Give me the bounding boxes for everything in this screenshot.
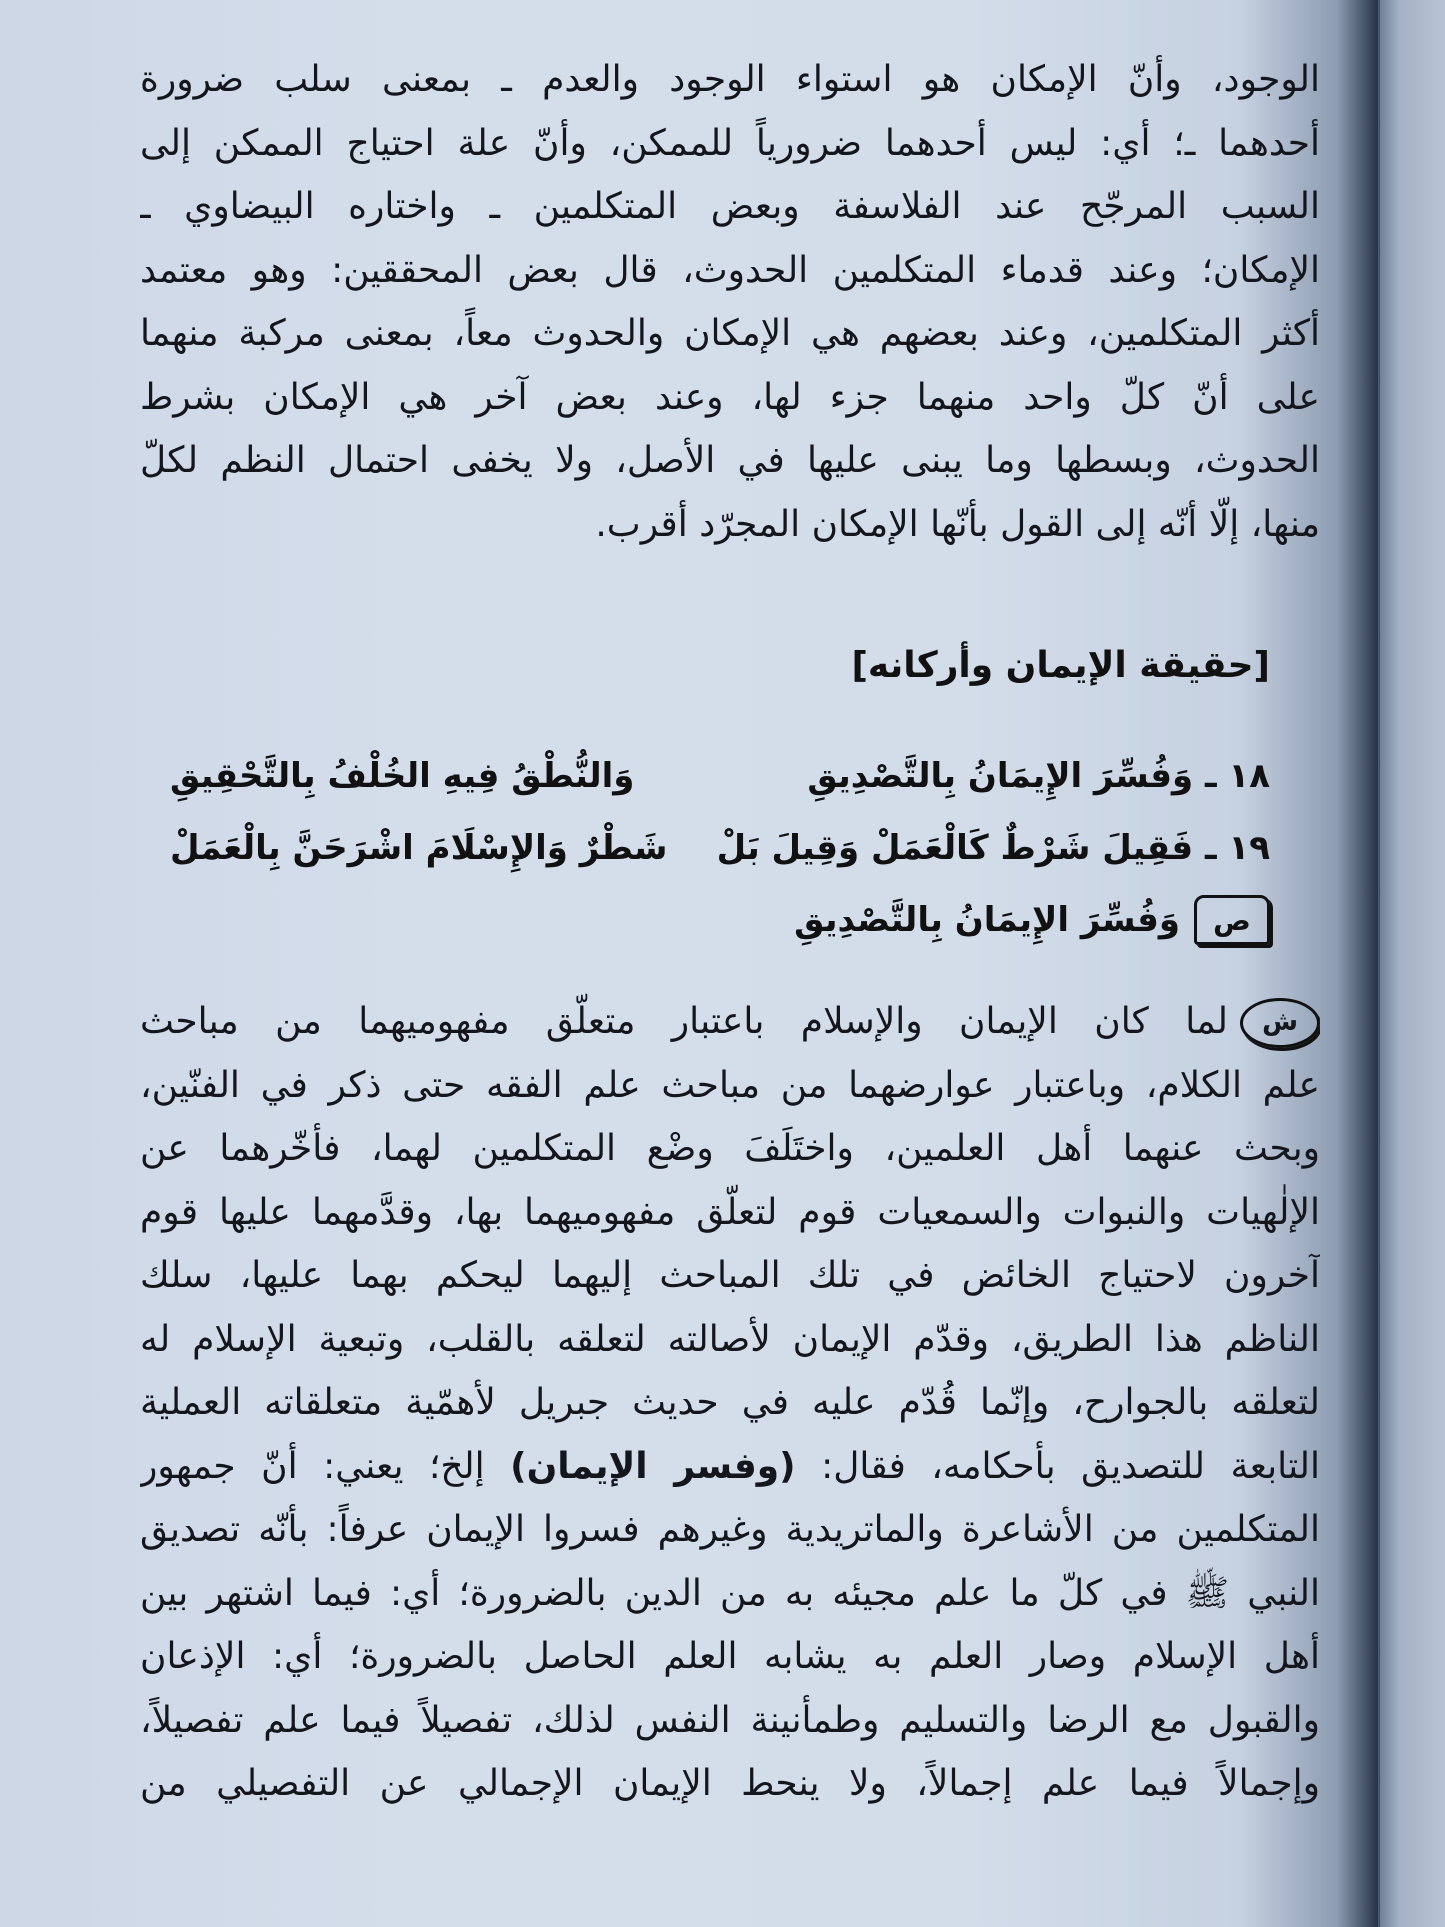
poem-verses [170, 740, 1270, 956]
text-line: الناظم هذا الطريق، وقدّم الإيمان لأصالته لتعلقه بالقلب، وتبعية الإسلام له [140, 1318, 1320, 1360]
text-line: وإجمالاً فيما علم إجمالاً، ولا ينحط الإيمان الإجمالي عن التفصيلي من [140, 1763, 1320, 1804]
text-line: الوجود، وأنّ الإمكان هو استواء الوجود والعدم ـ بمعنى سلب ضرورة [140, 59, 1320, 100]
text-line: النبي ﷺ في كلّ ما علم مجيئه به من الدين بالضرورة؛ أي: فيما اشتهر بين [140, 1572, 1320, 1614]
verse-second-half: وَالنُّطْقُ فِيهِ الخُلْفُ بِالتَّحْقِيقِ [170, 756, 635, 796]
text-line: الإلٰهيات والنبوات والسمعيات قوم لتعلّق مفهوميهما بها، وقدَّمهما عليها قوم [140, 1191, 1320, 1233]
verse-first-half: ١٩ ـ فَقِيلَ شَرْطٌ كَالْعَمَلْ وَقِيلَ بَلْ [716, 828, 1270, 868]
text-line: منها، إلّا أنّه إلى القول بأنّها الإمكان المجرّد أقرب. [595, 503, 1320, 545]
sharh-marker-icon: ش [1240, 998, 1320, 1048]
text-line: أهل الإسلام وصار العلم به يشابه العلم الحاصل بالضرورة؛ أي: الإذعان [140, 1636, 1320, 1677]
text-line: المتكلمين من الأشاعرة والماتريدية وغيرهم فسروا الإيمان عرفاً: بأنّه تصديق [140, 1509, 1320, 1550]
verse-first-half: ١٨ ـ وَفُسِّرَ الإِيمَانُ بِالتَّصْدِيقِ [807, 756, 1270, 796]
text-line: آخرون لاحتياج الخائض في تلك المباحث إليهما ليحكم بهما عليها، سلك [140, 1255, 1320, 1296]
text-line-content: لما كان الإيمان والإسلام باعتبار متعلّق مفهوميهما من مباحث [140, 1001, 1228, 1042]
text-line: على أنّ كلّ واحد منهما جزء لها، وعند بعض آخر هي الإمكان بشرط [140, 376, 1320, 418]
text-line: أحدهما ـ؛ أي: ليس أحدهما ضرورياً للممكن، وأنّ علة احتياج الممكن إلى [140, 122, 1320, 164]
section-heading: [حقيقة الإيمان وأركانه] [851, 645, 1270, 686]
text-line-content: إلخ؛ يعني: أنّ جمهور [140, 1445, 485, 1487]
verse-18 [170, 740, 1270, 812]
text-line: السبب المرجّح عند الفلاسفة وبعض المتكلمين ـ واختاره البيضاوي ـ [140, 186, 1320, 227]
commentary-paragraph [140, 990, 1320, 1816]
verse-19 [170, 812, 1270, 884]
intro-paragraph [140, 48, 1320, 556]
matn-text: وَفُسِّرَ الإِيمَانُ بِالتَّصْدِيقِ [794, 900, 1180, 940]
text-line: والقبول مع الرضا والتسليم وطمأنينة النفس لذلك، تفصيلاً فيما علم تفصيلاً، [140, 1699, 1320, 1741]
text-line: أكثر المتكلمين، وعند بعضهم هي الإمكان والحدوث معاً، بمعنى مركبة منهما [140, 313, 1320, 354]
text-line [140, 1435, 1320, 1499]
text-line: الحدوث، وبسطها وما يبنى عليها في الأصل، ولا يخفى احتمال النظم لكلّ [140, 440, 1320, 481]
next-page-edge [1380, 0, 1445, 1927]
text-line: علم الكلام، وباعتبار عوارضهما من مباحث علم الفقه حتى ذكر في الفنّين، [140, 1064, 1320, 1106]
text-line: لتعلقه بالجوارح، وإنّما قُدّم عليه في حديث جبريل لأهمّية متعلقاته العملية [140, 1382, 1320, 1423]
verse-second-half: شَطْرٌ وَالإِسْلَامَ اشْرَحَنَّ بِالْعَمَلْ [170, 828, 668, 868]
quoted-matn: (وفسر الإيمان) [510, 1445, 796, 1487]
text-line-content: التابعة للتصديق بأحكامه، فقال: [821, 1445, 1320, 1487]
matn-quote [170, 884, 1270, 956]
text-line [140, 990, 1320, 1054]
text-line: الإمكان؛ وعند قدماء المتكلمين الحدوث، قال بعض المحققين: وهو معتمد [140, 249, 1320, 291]
text-line: وبحث عنهما أهل العلمين، واختَلَفَ وضْع المتكلمين لهما، فأخّرهما عن [140, 1128, 1320, 1169]
matn-marker-icon: ص [1194, 895, 1270, 945]
